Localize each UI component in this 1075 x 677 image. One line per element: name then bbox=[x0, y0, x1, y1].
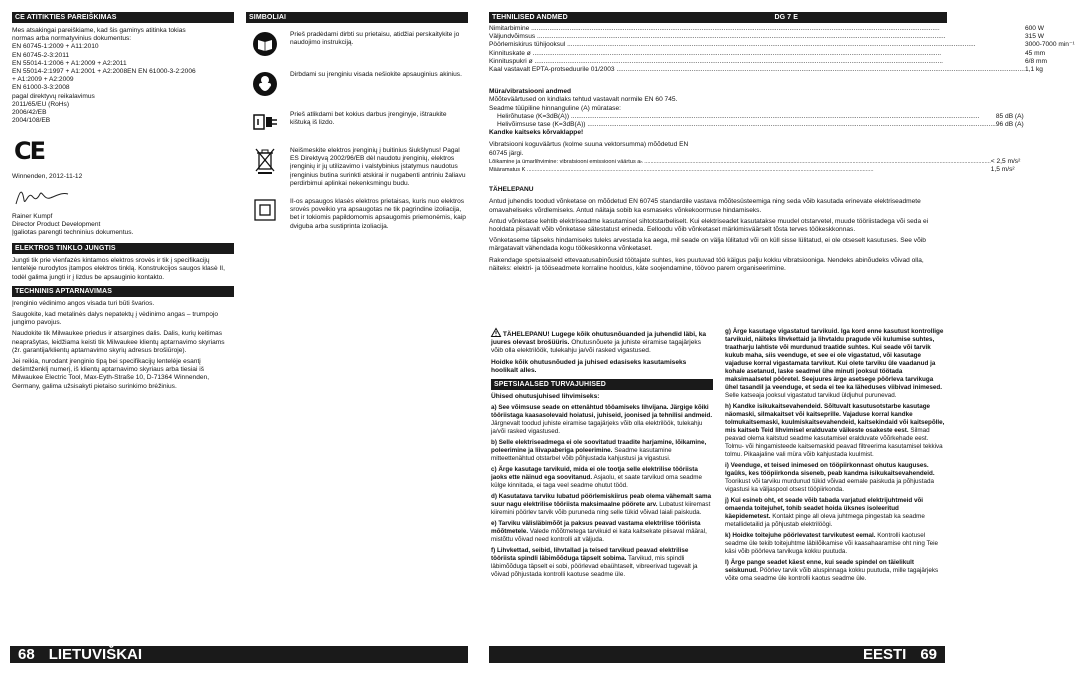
warning-header: TÄHELEPANU bbox=[489, 186, 534, 194]
vib-label: Lõikamine ja ümarlihvimine: vibratsiooni emissiooni väärtus aₕ ..... bbox=[489, 158, 991, 166]
ce-line: 2006/42/EB bbox=[12, 109, 47, 117]
symbol-text: Neišmeskite elektros įrenginių į buitinius šiukšlynus! Pagal ES Direktyvą 2002/96/EB dėl naudotu įrenginių, elektros įrenginių ir jų utilizavimo i valstybinius įstatymus naudotus įrenginius butina surinkti atskirai ir nugabenti antriniu žaliavu perdirbimui aplinkai nekenksmingu budu. bbox=[290, 147, 466, 187]
list-item: d) Kasutatava tarviku lubatud pöörlemiskiirus peab olema vähemalt sama suur nagu elektrilise tööriista maksimaalne pöörete arv. Lubatust kiiremast kiiremini pöörlev tarvik võib puruneda ning selle tükid võivad laiali paiskuda. bbox=[491, 493, 712, 517]
ce-line: Mes atsakingai pareiškiame, kad šis gaminys atitinka tokias bbox=[12, 27, 186, 34]
spec-label: Väljundvõimsus ..... bbox=[489, 33, 1025, 41]
noise-value: 96 dB (A) bbox=[995, 121, 1024, 129]
safety-intro-bold: TÄHELEPANU! Lugege kõik ohutusnõuanded ja juhendid läbi, ka juures olevast brošüüris. bbox=[491, 331, 707, 347]
spec-value: 1,1 kg bbox=[1024, 66, 1043, 74]
safety-keep: Hoidke kõik ohutusnõuded ja juhised edasiseks kasutamiseks hoolikalt alles. bbox=[491, 358, 687, 374]
ce-signer-note: Įgaliotas parengti techninius dokumentus. bbox=[12, 229, 134, 237]
spec-value: 600 W bbox=[1024, 25, 1045, 32]
page-language: LIETUVIŠKAI bbox=[48, 646, 143, 663]
spec-value: 6/8 mm bbox=[1024, 57, 1047, 65]
maintenance-body bbox=[12, 300, 234, 391]
safety-goggles-icon bbox=[252, 71, 278, 97]
mains-text: Jungti tik prie vienfazės kintamos elektros srovės ir tik į specifikacijų lentelėje nurodytos įtampos elektros tinklą. Konstrukcijos saugos klasė II, todėl galima jungti ir į lizdus be apsauginio kontakto. bbox=[12, 257, 225, 281]
symbol-text: Prieš atlikdami bet kokius darbus įrenginyje, ištraukite kištuką iš lizdo. bbox=[290, 111, 447, 127]
vib-value: 1,5 m/s² bbox=[990, 166, 1015, 174]
mains-header: ELEKTROS TINKLO JUNGTIS bbox=[12, 243, 234, 254]
ce-lines bbox=[12, 27, 234, 125]
safety-col-1 bbox=[491, 328, 713, 582]
symbol-row bbox=[246, 198, 468, 231]
symbol-row bbox=[246, 147, 468, 188]
warning-paragraph: Antud juhendis toodud võnketase on mõõdetud EN 60745 standardile vastava mõõtesüsteemiga ning seda võib kasutada erinevate elektriseadmete omavaheliseks võrdlemiseks. Antud näitaja sobib ka esmaseks võnkekoormuse hindamiseks. bbox=[489, 198, 921, 214]
list-item: k) Hoidke toitejuhe pöörlevatest tarvikutest eemal. Kontrolli kaotusel seadme üle tekib toitejuhtme läbilõikamise või kaasahaaramise oht ning Teie käsi võib pöörleva tarvikuga kokku puutuda. bbox=[725, 532, 939, 555]
tech-header-bar bbox=[489, 12, 947, 23]
table-row bbox=[489, 158, 1020, 166]
list-item: h) Kandke isikukaitsevahendeid. Sõltuvalt kasutusotstarbe kasutage näomaski, silmakaitset või kaitseprille. Vajaduse korral kandke tolmukaitsemaski, kuulmiskaitsevahendeid, kaitsekindaid või kaitsepõlle, mis kaitseb Teid lihvimisel eralduvate väikeste osakeste eest. Silmad peavad olema kaitstud seadme kasutamisel eralduvate võõrkehade eest. Tolmu- või hingamisteede kaitsemaskid peavad filtreerima kasutamisel tekkiva tolmu. Pikaajaline vali müra võib kahjustada kuulmist. bbox=[725, 403, 945, 458]
noise-intro: Mõõteväärtused on kindlaks tehtud vastavalt normile EN 60 745. bbox=[489, 96, 678, 104]
unplug-icon bbox=[252, 111, 278, 133]
list-item: g) Ärge kasutage vigastatud tarvikuid. Iga kord enne kasutust kontrollige tarvikuid, näiteks lihvkettaid ja lihvtaldu pragude või kulumise suhtes, traatharju lahtiste või murdunud traatide suhtes. Kui seade või tarvik kukub maha, siis veenduge, et see ei ole vigastatud, või kasutage vajaduse korral vigastamata tarvikut. Kui olete tarviku üle vaadanud ja kohale asetanud, laske seadmel ühe minuti jooksul töötada maksimaalsetel pööretel. Seejuures ärge asetsege pöörleva tarvikuga ühel tasandil ja veenduge, et seda ei tee ka läheduses viibivad inimesed. Selle katseaja jooksul vigastatud tarvikud üldjuhul purunevad. bbox=[725, 328, 944, 399]
ce-line: EN 61000-3-3:2008 bbox=[12, 84, 70, 92]
ce-line: + A1:2009 + A2:2009 bbox=[12, 76, 74, 84]
ce-line: pagal direktyvų reikalavimus bbox=[12, 92, 95, 100]
safety-col-2 bbox=[725, 328, 945, 586]
spec-label: Kaal vastavalt EPTA-protseduurile 01/2003 ..... bbox=[489, 66, 1025, 74]
safety-intro-normal: Ohutusnõuete ja juhiste eiramise tagajärjeks võib olla elektrilöök, tulekahju ja/või rasked vigastused. bbox=[491, 339, 702, 355]
ce-header: CE ATITIKTIES PAREIŠKIMAS bbox=[12, 12, 234, 23]
warning-paragraph: Võnketaseme täpseks hindamiseks tuleks arvestada ka aega, mil seade on välja lülitatud või on küll sisse lülitatud, ei ole otseselt kasutuses. See võib märgatavalt vähendada kogu töökeskkonna võnketaset. bbox=[489, 237, 926, 253]
tech-header: TEHNILISED ANDMED bbox=[492, 14, 568, 21]
list-item: a) See võimsuse seade on ettenähtud tööamiseks lihvijana. Järgige kõiki tööriistaga kaasasolevaid hoiatusi, juhiseid, joonised ja tehnilisi andmeid. Järgnevalt toodud juhiste eiramise tagajärjeks võib olla elektrilöök, tulekahju ja/või rasked vigastused. bbox=[491, 404, 713, 436]
warning-paragraph: Antud võnketase kehtib elektriseadme kasutamisel sihtotstarbeliselt. Kui elektriseadet kasutatakse muudel otstarvetel, muude tööriistadega või seda ei hooldata piisavalt võib võnketase sätestatust erineda. Eelloodu võib võnketaset märkimisväärselt tõsta terves töökeskkonnas. bbox=[489, 217, 929, 234]
spec-value: 3000-7000 min⁻¹ bbox=[1024, 41, 1075, 49]
page-language: EESTI bbox=[862, 646, 907, 663]
right-page bbox=[477, 0, 1075, 677]
left-col-1 bbox=[12, 12, 234, 394]
page-number: 68 bbox=[18, 646, 35, 663]
ce-mark-icon: CE bbox=[14, 137, 45, 166]
ce-line: EN 55014-2:1997 + A1:2001 + A2:2008EN EN 61000-3-2:2006 bbox=[12, 68, 196, 76]
special-subheader: Ühised ohutusjuhised lihvimiseks: bbox=[491, 393, 600, 401]
class-ii-icon bbox=[253, 198, 277, 222]
warning-paragraph: Rakendage spetsiaalseid ettevaatusabinõusid töötajate suhtes, kes puutuvad töö käigus palju kokku vibratsiooniga. Nendeks abinõudeks võivad olla, näiteks: elektri- ja tööseadmete korraline hooldus, käte soojendamine, töövoo parem organiseerimine. bbox=[489, 256, 924, 272]
warning-triangle-icon bbox=[491, 328, 501, 337]
list-item: f) Lihvkettad, seibid, lihvtallad ja teised tarvikud peavad elektrilise tööriista spindli läbimõõduga täpselt sobima. Tarvikud, mis spindli läbimõõduga täpselt ei sobi, pöörlevad ebaühtaselt, vibreerivad tugevalt ja võivad põhjustada kontrolli kaotuse seadme üle. bbox=[491, 547, 698, 579]
spec-value: 315 W bbox=[1024, 33, 1045, 41]
ear-note: Kandke kaitseks kõrvaklappe! bbox=[489, 129, 584, 137]
ce-place-date: Winnenden, 2012-11-12 bbox=[12, 173, 83, 181]
tech-table bbox=[489, 25, 1075, 174]
noise-header: Müra/vibratsiooni andmed bbox=[489, 88, 572, 96]
symbol-row bbox=[246, 111, 468, 133]
list-item: b) Selle elektriseadmega ei ole soovitatud traadite harjamine, lõikamine, poleerimine ja liivapaberiga poleerimine. Seadme kasutamine mitteettenähtud otstarbel võib põhjustada kahjustusi ja vigastusi. bbox=[491, 439, 707, 463]
table-row bbox=[489, 113, 1024, 121]
vib-value: < 2,5 m/s² bbox=[990, 157, 1021, 165]
ce-signer-name: Rainer Kumpf bbox=[12, 212, 53, 220]
list-item: j) Kui esineb oht, et seade võib tabada varjatud elektrijuhtmeid või omaenda toitejuhet, tohib seadet hoida üksnes isoleeritud käepidemetest. Kontakt pinge all oleva juhtmega pingestab ka seadme metallidetailid ja põhjustab elektrilöögi. bbox=[725, 497, 925, 528]
symbol-row bbox=[246, 31, 468, 57]
symbol-text: Dirbdami su įrenginiu visada nešiokite apsauginius akinius. bbox=[290, 71, 462, 78]
symbol-text: II-os apsaugos klasės elektros prietaisas, kuris nuo elektros srovės poveikio yra apsaugotas ne tik pagrindine izoliacija, bet ir tokiomis papildomomis apsaugomis priemonėmis, kaip dviguba arba sustiprinta izoliacija. bbox=[290, 198, 466, 230]
tech-section bbox=[489, 12, 1075, 276]
table-row bbox=[489, 58, 1075, 66]
list-item: e) Tarviku välisläbimõõt ja paksus peavad vastama elektrilise tööriista mõõtmetele. Valede mõõtmetega tarvikuid ei kata kaitsekate piisaval määral, mistõttu võivad need kontrolli alt väljuda. bbox=[491, 520, 707, 544]
left-page bbox=[0, 0, 477, 677]
table-row bbox=[489, 50, 1075, 58]
table-row bbox=[489, 33, 1075, 41]
list-item: l) Ärge pange seadet käest enne, kui seade spindel on täielikult seiskunud. Pöörlev tarvik võib aluspinnaga kokku puutuda, mille tagajärjeks võite oma seadme üle kontrolli kaotus seadme üle. bbox=[725, 559, 939, 582]
vib-intro: Vibratsiooni koguväärtus (kolme suuna vektorsumma) mõõdetud EN 60745 järgi. bbox=[489, 141, 689, 157]
vib-label: Määramatus K ..... bbox=[489, 166, 991, 174]
spec-label: Kinnituspukri ø ..... bbox=[489, 58, 1025, 66]
symbol-row bbox=[246, 71, 468, 97]
special-col2-list bbox=[725, 328, 945, 583]
left-footer bbox=[10, 646, 468, 663]
list-item: c) Ärge kasutage tarvikuid, mida ei ole tootja selle elektrilise tööriista jaoks ette näinud ega soovitanud. Asjaolu, et saate tarvikud oma seadme külge kinnitada, ei taga veel seadme ohutut tööd. bbox=[491, 466, 703, 490]
ce-line: EN 60745-1:2009 + A11:2010 bbox=[12, 43, 99, 51]
maintenance-paragraph: Įrenginio vėdinimo angos visada turi būti švarios. bbox=[12, 299, 155, 307]
symbol-text: Prieš pradėdami dirbti su prietaisu, atidžiai perskaitykite jo naudojimo instrukciją. bbox=[290, 31, 460, 47]
page-number: 69 bbox=[920, 646, 937, 663]
symbols-header: SIMBOLIAI bbox=[246, 12, 468, 23]
signature-icon bbox=[12, 186, 72, 208]
warning-body bbox=[489, 198, 947, 273]
ce-line: 2011/65/EU (RoHs) bbox=[12, 100, 70, 108]
table-row bbox=[489, 121, 1024, 129]
read-manual-icon bbox=[252, 31, 278, 57]
ce-line: EN 60745-2-3:2011 bbox=[12, 51, 70, 59]
maintenance-paragraph: Naudokite tik Milwaukee priedus ir atsargines dalis. Dalis, kurių keitimas neaprašytas, leidžiama keisti tik Milwaukee klientų aptarnavimo skyriams (žr. garantija/klientų aptarnavimo skyrių adresus brošiūroje). bbox=[12, 330, 225, 354]
ce-line: 2004/108/EB bbox=[12, 117, 51, 125]
maintenance-header: TECHNINIS APTARNAVIMAS bbox=[12, 286, 234, 297]
tech-model: DG 7 E bbox=[774, 14, 798, 21]
spec-label: Kinnituskate ø ..... bbox=[489, 50, 1025, 58]
ce-line: EN 55014-1:2006 + A1:2009 + A2:2011 bbox=[12, 59, 127, 67]
safety-intro bbox=[491, 328, 713, 375]
noise-sub: Seadme tüüpiline hinnanguline (A) müratase: bbox=[489, 104, 621, 112]
special-header: SPETSIAALSED TURVAJUHISED bbox=[491, 379, 713, 390]
list-item: i) Veenduge, et teised inimesed on tööpiirkonnast ohutus kauguses. Igaüks, kes tööpiirkonda siseneb, peab kandma isikukaitsevahendeid. Toorikust või tarviku murdunud tükid võivad eemale paiskuda ja põhjustada vigastusi ka väljaspool otsest tööpiirkonda. bbox=[725, 462, 935, 493]
right-footer bbox=[489, 646, 945, 663]
ce-signer-title: Director Product Development bbox=[12, 220, 101, 228]
spec-value: 45 mm bbox=[1024, 49, 1046, 57]
special-col1-list bbox=[491, 404, 713, 579]
table-row bbox=[489, 25, 1075, 33]
table-row bbox=[489, 66, 1075, 74]
left-col-2 bbox=[246, 12, 468, 239]
noise-label: Helivõimsuse tase (K=3dB(A)) ..... bbox=[489, 121, 996, 129]
table-row bbox=[489, 41, 1075, 49]
weee-bin-icon bbox=[254, 147, 276, 175]
noise-value: 85 dB (A) bbox=[995, 112, 1024, 120]
maintenance-paragraph: Saugokite, kad metalinės dalys nepatektų į vėdinimo angas – trumpojo jungimo pavojus. bbox=[12, 311, 218, 327]
spec-label: Nimitarbimine ..... bbox=[489, 25, 1025, 33]
spec-label: Pöörlemiskirus tühijooksul ..... bbox=[489, 41, 1025, 49]
noise-label: Helirõhutase (K=3dB(A)) ..... bbox=[489, 113, 996, 121]
table-row bbox=[489, 166, 1020, 174]
maintenance-paragraph: Jei reikia, nurodant įrenginio tipą bei specifikacijų lentelėje esantį dešimtženklį numerį, iš klientų aptarnavimo skyriaus arba tiesiai iš Milwaukee Electric Tool, Max-Eyth-Straße 10, D-71364 Winnenden, Germany, galima užsisakyti pietaiso surinkimo brėžinius. bbox=[12, 358, 210, 390]
ce-line: normas arba normatyvinius dokumentus: bbox=[12, 35, 132, 43]
